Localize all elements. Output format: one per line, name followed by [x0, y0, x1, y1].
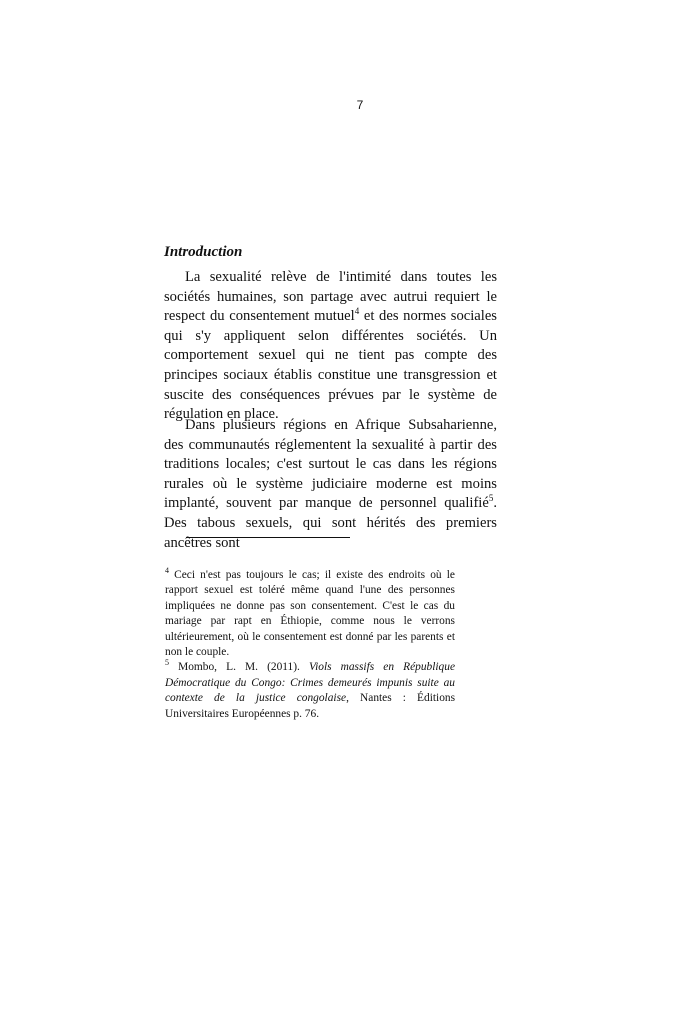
paragraph-text: . Des tabous sexuels, qui sont hérités des premiers ancêtres sont [164, 495, 497, 551]
footnote-reference[interactable]: 4 [354, 306, 360, 317]
body-paragraph-2 [164, 416, 497, 553]
footnote-marker: 4 [165, 566, 169, 576]
paragraph-text: La sexualité relève de l'intimité dans toutes les sociétés humaines, son partage avec autrui requiert le respect du consentement mutuel [164, 269, 497, 325]
footnote-separator [186, 537, 350, 538]
footnote-text: Ceci n'est pas toujours le cas; il existe des endroits où le rapport sexuel est toléré même quand l'une des personnes impliquées ne donne pas son consentement. C'est le cas du mariage par rapt en Éthiopie, comme nous le verrons ultérieurement, où le consentement est donné par les parents et non le couple. [165, 569, 455, 659]
paragraph-text: et des normes sociales qui s'y appliquent selon différentes sociétés. Un comportement sexuel qui ne tient pas compte des principes sociaux établis constitue une transgression et suscite des conséquences prévues par le système de régulation en place. [164, 308, 497, 423]
footnote-text: , Nantes : Éditions Universitaires Européennes p. 76. [165, 692, 456, 720]
footnote-text: Mombo, L. M. (2011). [169, 661, 309, 674]
section-heading: Introduction [164, 244, 243, 260]
footnotes [165, 568, 455, 722]
paragraph-text: Dans plusieurs régions en Afrique Subsaharienne, des communautés réglementent la sexualité à partir des traditions locales; c'est surtout le cas dans les régions rurales où le système judiciaire moderne est moins implanté, souvent par manque de personnel qualifié [164, 417, 497, 512]
footnote-reference[interactable]: 5 [488, 493, 494, 504]
cited-work-title: Viols massifs en République Démocratique du Congo: Crimes demeurés impunis suite au contexte de la justice congolaise [165, 661, 455, 705]
body-paragraph-1 [164, 268, 497, 425]
footnote-marker: 5 [165, 658, 169, 668]
footnote-4 [165, 568, 455, 660]
footnote-5 [165, 660, 455, 722]
page-number: 7 [356, 98, 364, 112]
